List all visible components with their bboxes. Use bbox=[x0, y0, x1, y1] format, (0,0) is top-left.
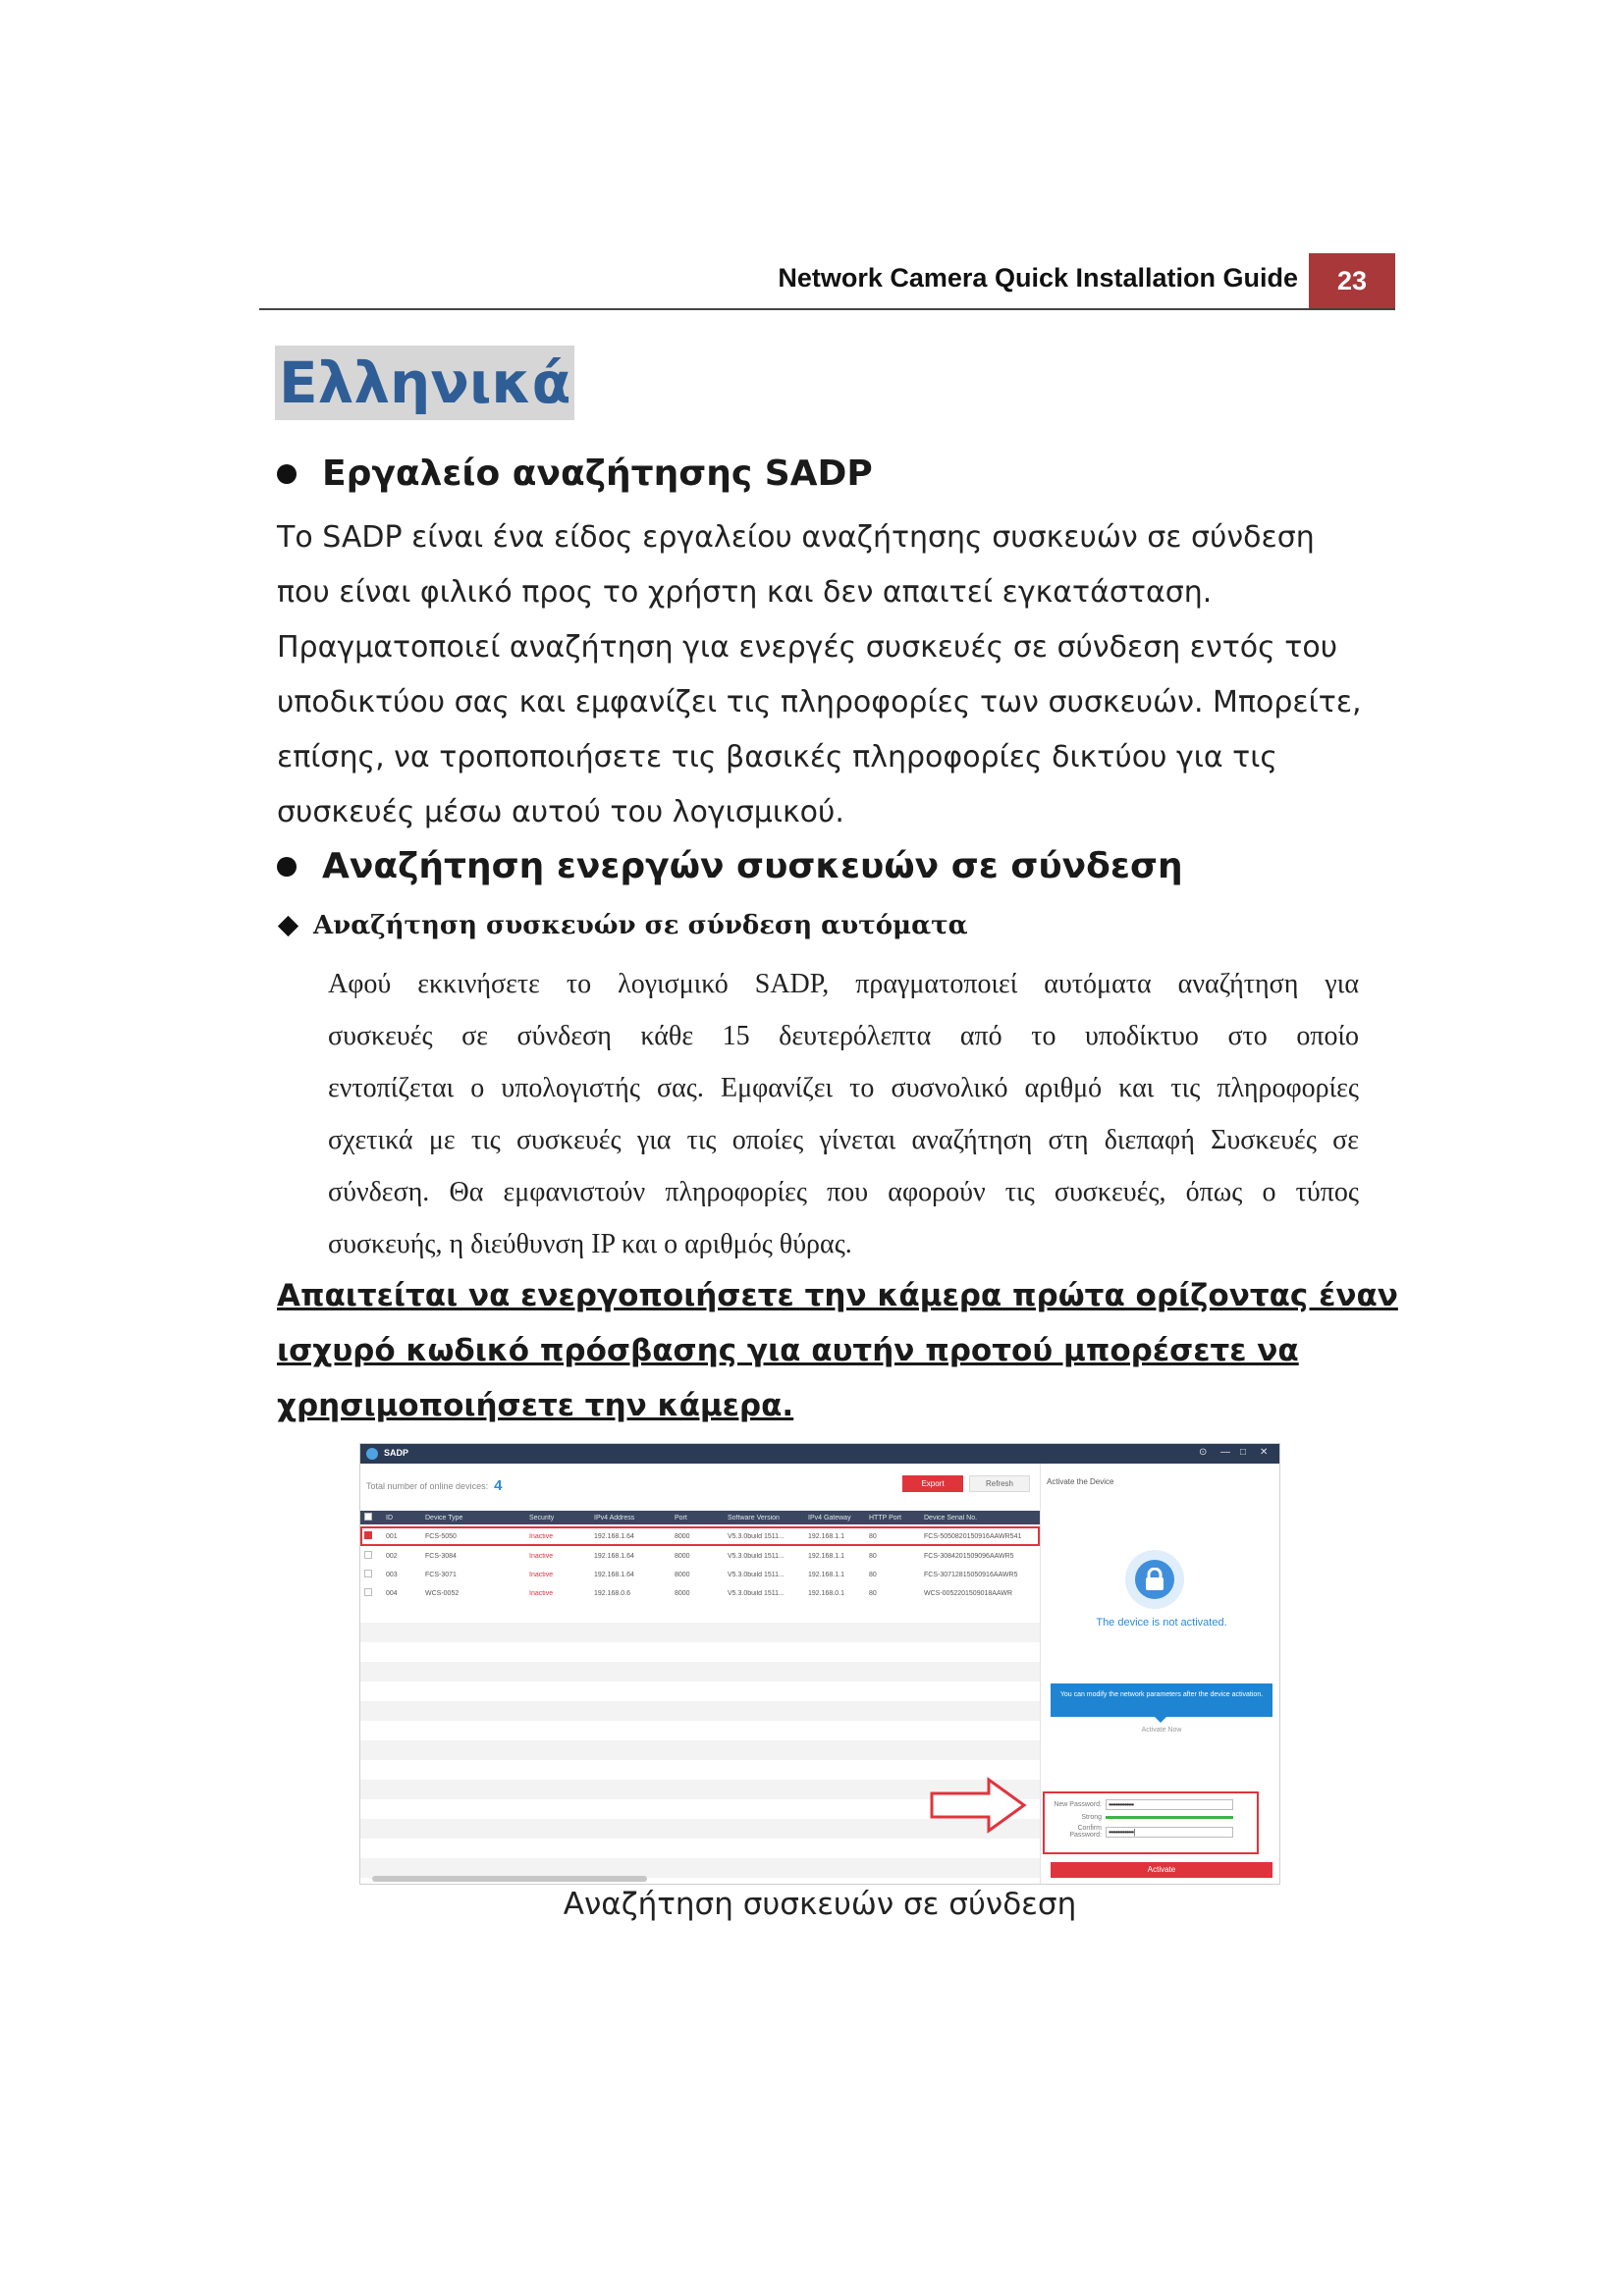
empty-row bbox=[360, 1701, 1040, 1721]
device-list-pane bbox=[360, 1464, 1040, 1885]
cell-gateway: 192.168.1.1 bbox=[808, 1552, 844, 1560]
sadp-app-name: SADP bbox=[384, 1448, 409, 1458]
empty-row bbox=[360, 1623, 1040, 1642]
new-password-label: New Password: bbox=[1054, 1801, 1102, 1808]
bullet-icon bbox=[277, 857, 297, 877]
diamond-bullet-icon bbox=[278, 915, 298, 935]
activate-now-link[interactable]: Activate Now bbox=[1141, 1727, 1182, 1734]
confirm-password-label: Confirm Password: bbox=[1069, 1825, 1102, 1839]
cell-serial: FCS-30712815050916AAWR5 bbox=[924, 1571, 1018, 1578]
bullet-icon bbox=[277, 464, 297, 484]
row-checkbox[interactable] bbox=[364, 1588, 372, 1596]
info-icon[interactable]: ⊙ bbox=[1199, 1447, 1208, 1458]
cell-security: Inactive bbox=[529, 1571, 554, 1578]
paragraph-line: υποδικτύου σας και εμφανίζει τις πληροφορίες των συσκευών. Μπορείτε, bbox=[277, 685, 1362, 720]
lock-icon bbox=[1125, 1550, 1184, 1609]
column-header[interactable]: Device Type bbox=[425, 1514, 463, 1522]
cell-software: V5.3.0build 1511... bbox=[728, 1532, 785, 1540]
arrow-right-icon bbox=[930, 1776, 1028, 1835]
page-number: 23 bbox=[1309, 253, 1395, 309]
activate-button[interactable]: Activate bbox=[1051, 1862, 1272, 1878]
cell-gateway: 192.168.1.1 bbox=[808, 1532, 844, 1540]
cell-http-port: 80 bbox=[869, 1571, 877, 1578]
table-row[interactable] bbox=[360, 1547, 1040, 1565]
cell-port: 8000 bbox=[675, 1589, 690, 1597]
column-header[interactable]: IPv4 Address bbox=[594, 1514, 635, 1522]
confirm-password-row bbox=[1047, 1825, 1243, 1839]
cell-software: V5.3.0build 1511... bbox=[728, 1552, 785, 1560]
new-password-row bbox=[1047, 1799, 1243, 1810]
minimize-icon[interactable]: — bbox=[1220, 1447, 1230, 1458]
column-header[interactable]: ID bbox=[386, 1514, 393, 1522]
new-password-input[interactable]: •••••••••••••• bbox=[1106, 1799, 1233, 1810]
column-header[interactable]: Security bbox=[529, 1514, 555, 1522]
paragraph-line: σύνδεση. Θα εμφανιστούν πληροφορίες που αφορούν τις συσκευές, όπως ο τύπος bbox=[328, 1177, 1359, 1207]
activation-warning bbox=[277, 1268, 1398, 1433]
paragraph-line: επίσης, να τροποποιήσετε τις βασικές πληροφορίες δικτύου για τις bbox=[277, 740, 1278, 774]
close-icon[interactable]: ✕ bbox=[1260, 1447, 1269, 1458]
device-table-header bbox=[360, 1511, 1040, 1524]
header-rule bbox=[259, 308, 1395, 310]
warning-line: χρησιμοποιήσετε την κάμερα. bbox=[277, 1388, 794, 1423]
cell-id: 002 bbox=[386, 1552, 398, 1560]
maximize-icon[interactable]: □ bbox=[1240, 1447, 1247, 1458]
paragraph-line: Αφού εκκινήσετε το λογισμικό SADP, πραγματοποιεί αυτόματα αναζήτηση για bbox=[328, 969, 1359, 999]
cell-software: V5.3.0build 1511... bbox=[728, 1589, 785, 1597]
paragraph-line: συσκευές σε σύνδεση κάθε 15 δευτερόλεπτα από το υποδίκτυο στο οποίο bbox=[328, 1021, 1359, 1051]
cell-ip: 192.168.1.64 bbox=[594, 1532, 634, 1540]
language-title: Ελληνικά bbox=[275, 346, 574, 420]
cell-id: 004 bbox=[386, 1589, 398, 1597]
refresh-button[interactable]: Refresh bbox=[969, 1475, 1030, 1492]
cell-http-port: 80 bbox=[869, 1589, 877, 1597]
cell-security: Inactive bbox=[529, 1589, 554, 1597]
sadp-titlebar bbox=[360, 1444, 1279, 1464]
cell-gateway: 192.168.0.1 bbox=[808, 1589, 844, 1597]
empty-row bbox=[360, 1662, 1040, 1682]
row-checkbox[interactable] bbox=[364, 1551, 372, 1559]
network-tip: You can modify the network parameters after the device activation. bbox=[1051, 1683, 1272, 1717]
paragraph-line: εντοπίζεται ο υπολογιστής σας. Εμφανίζει το συσνολικό αριθμό και τις πληροφορίες bbox=[328, 1073, 1359, 1103]
paragraph-line: σχετικά με τις συσκευές για τις οποίες γίνεται αναζήτηση στη διεπαφή Συσκευές σε bbox=[328, 1125, 1359, 1155]
cell-serial: FCS-3084201509096AAWR5 bbox=[924, 1552, 1014, 1560]
section-heading-text: Εργαλείο αναζήτησης SADP bbox=[322, 454, 873, 494]
tip-caret bbox=[1155, 1717, 1166, 1723]
cell-http-port: 80 bbox=[869, 1552, 877, 1560]
sadp-screenshot bbox=[359, 1443, 1280, 1885]
warning-line: Απαιτείται να ενεργοποιήσετε την κάμερα πρώτα ορίζοντας έναν bbox=[277, 1278, 1398, 1313]
cell-ip: 192.168.1.64 bbox=[594, 1552, 634, 1560]
cell-http-port: 80 bbox=[869, 1532, 877, 1540]
activate-heading: Activate the Device bbox=[1047, 1477, 1114, 1486]
paragraph-line: Το SADP είναι ένα είδος εργαλείου αναζήτησης συσκευών σε σύνδεση bbox=[277, 520, 1315, 555]
cell-software: V5.3.0build 1511... bbox=[728, 1571, 785, 1578]
section-heading-search bbox=[277, 846, 1183, 886]
cell-id: 003 bbox=[386, 1571, 398, 1578]
running-header-title: Network Camera Quick Installation Guide bbox=[778, 263, 1298, 293]
cell-security: Inactive bbox=[529, 1532, 554, 1540]
select-all-checkbox[interactable] bbox=[364, 1513, 372, 1521]
online-device-count bbox=[366, 1477, 502, 1494]
cell-port: 8000 bbox=[675, 1532, 690, 1540]
confirm-password-input[interactable]: ••••••••••••••| bbox=[1106, 1827, 1233, 1838]
activation-status: The device is not activated. bbox=[1096, 1617, 1227, 1629]
cell-device-type: FCS-3071 bbox=[425, 1571, 457, 1578]
cell-gateway: 192.168.1.1 bbox=[808, 1571, 844, 1578]
cell-port: 8000 bbox=[675, 1571, 690, 1578]
paragraph-line: συσκευής, η διεύθυνση IP και ο αριθμός θύρας. bbox=[328, 1229, 852, 1259]
cell-ip: 192.168.0.6 bbox=[594, 1589, 630, 1597]
strength-row bbox=[1047, 1814, 1243, 1821]
column-header[interactable]: Port bbox=[675, 1514, 687, 1522]
cell-device-type: WCS-0052 bbox=[425, 1589, 460, 1597]
strength-label: Strong bbox=[1081, 1814, 1102, 1821]
total-count: 4 bbox=[494, 1477, 503, 1494]
cell-security: Inactive bbox=[529, 1552, 554, 1560]
total-label: Total number of online devices: bbox=[366, 1480, 489, 1491]
column-header[interactable]: Software Version bbox=[728, 1514, 780, 1522]
strength-bar bbox=[1106, 1816, 1233, 1819]
section-heading-text: Αναζήτηση ενεργών συσκευών σε σύνδεση bbox=[322, 846, 1183, 886]
column-header[interactable]: HTTP Port bbox=[869, 1514, 901, 1522]
figure-caption: Αναζήτηση συσκευών σε σύνδεση bbox=[563, 1887, 1077, 1922]
cell-serial: WCS-0052201509018AAWR bbox=[924, 1589, 1013, 1597]
cell-port: 8000 bbox=[675, 1552, 690, 1560]
warning-line: ισχυρό κωδικό πρόσβασης για αυτήν προτού μπορέσετε να bbox=[277, 1333, 1299, 1368]
section-heading-sadp bbox=[277, 454, 873, 494]
empty-row bbox=[360, 1858, 1040, 1878]
cell-device-type: FCS-3084 bbox=[425, 1552, 457, 1560]
paragraph-line: συσκευές μέσω αυτού του λογισμικού. bbox=[277, 795, 844, 829]
section1-paragraph bbox=[277, 510, 1377, 840]
column-header[interactable]: Device Serial No. bbox=[924, 1514, 978, 1522]
column-header[interactable]: IPv4 Gateway bbox=[808, 1514, 851, 1522]
subheading-auto-search bbox=[277, 911, 968, 940]
paragraph-line: Πραγματοποιεί αναζήτηση για ενεργές συσκευές σε σύνδεση εντός του bbox=[277, 630, 1338, 665]
table-row[interactable] bbox=[360, 1584, 1040, 1602]
empty-row bbox=[360, 1740, 1040, 1760]
table-row[interactable] bbox=[360, 1566, 1040, 1583]
subheading-text: Αναζήτηση συσκευών σε σύνδεση αυτόματα bbox=[313, 911, 968, 940]
selected-row-highlight bbox=[360, 1526, 1040, 1546]
activation-pane bbox=[1040, 1464, 1280, 1885]
paragraph-line: που είναι φιλικό προς το χρήστη και δεν απαιτεί εγκατάσταση. bbox=[277, 575, 1213, 610]
cell-ip: 192.168.1.64 bbox=[594, 1571, 634, 1578]
cell-id: 001 bbox=[386, 1532, 398, 1540]
export-button[interactable]: Export bbox=[902, 1475, 963, 1492]
cell-device-type: FCS-5050 bbox=[425, 1532, 457, 1540]
sadp-logo-icon bbox=[366, 1448, 378, 1460]
section2-paragraph bbox=[328, 958, 1359, 1270]
horizontal-scrollbar[interactable] bbox=[372, 1876, 647, 1882]
cell-serial: FCS-5050820150916AAWR541 bbox=[924, 1532, 1022, 1540]
row-checkbox[interactable] bbox=[364, 1570, 372, 1577]
